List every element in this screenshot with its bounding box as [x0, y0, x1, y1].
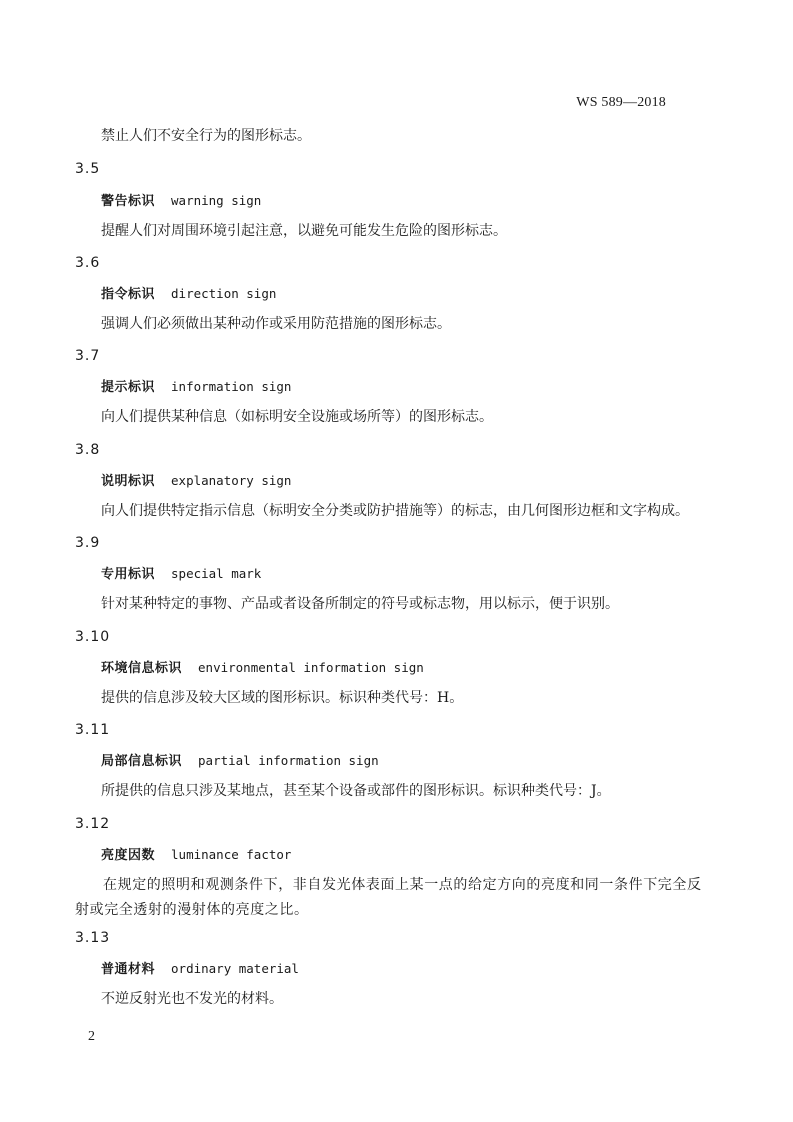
term-heading — [101, 565, 261, 584]
term-english: partial information sign — [198, 753, 379, 768]
clause-number: 3.9 — [75, 535, 101, 551]
term-heading — [101, 472, 291, 491]
term-heading — [101, 285, 276, 304]
term-definition: 在规定的照明和观测条件下，非自发光体表面上某一点的给定方向的亮度和同一条件下完全反射或完全透射的漫射体的亮度之比。 — [75, 877, 702, 918]
term-heading — [101, 960, 299, 979]
clause-number: 3.7 — [75, 348, 101, 364]
term-chinese: 说明标识 — [101, 474, 156, 489]
page-number: 2 — [88, 1029, 95, 1044]
term-definition: 向人们提供特定指示信息（标明安全分类或防护措施等）的标志，由几何图形边框和文字构成。 — [101, 503, 689, 519]
term-chinese: 环境信息标识 — [101, 661, 183, 676]
clause-number: 3.10 — [75, 629, 111, 645]
clause-number: 3.6 — [75, 255, 101, 271]
clause-number: 3.12 — [75, 816, 111, 832]
clause-number: 3.13 — [75, 930, 111, 946]
term-heading — [101, 846, 291, 865]
term-heading — [101, 192, 261, 211]
term-english: information sign — [171, 379, 292, 394]
term-definition: 针对某种特定的事物、产品或者设备所制定的符号或标志物，用以标示，便于识别。 — [101, 596, 619, 612]
term-definition: 向人们提供某种信息（如标明安全设施或场所等）的图形标志。 — [101, 409, 493, 425]
term-english: ordinary material — [171, 961, 299, 976]
term-chinese: 亮度因数 — [101, 848, 156, 863]
term-definition: 提供的信息涉及较大区域的图形标识。标识种类代号：H。 — [101, 690, 464, 706]
clause-number: 3.11 — [75, 722, 111, 738]
term-chinese: 指令标识 — [101, 287, 156, 302]
document-code: WS 589—2018 — [576, 95, 666, 110]
term-english: special mark — [171, 566, 262, 581]
term-chinese: 提示标识 — [101, 380, 156, 395]
term-definition: 提醒人们对周围环境引起注意，以避免可能发生危险的图形标志。 — [101, 223, 507, 239]
term-english: luminance factor — [171, 847, 292, 862]
term-english: explanatory sign — [171, 473, 292, 488]
term-chinese: 普通材料 — [101, 962, 156, 977]
term-chinese: 专用标识 — [101, 567, 156, 582]
term-heading — [101, 378, 291, 397]
intro-definition: 禁止人们不安全行为的图形标志。 — [101, 128, 311, 144]
term-definition: 强调人们必须做出某种动作或采用防范措施的图形标志。 — [101, 316, 451, 332]
term-definition: 所提供的信息只涉及某地点，甚至某个设备或部件的图形标识。标识种类代号：J。 — [101, 783, 611, 799]
clause-number: 3.5 — [75, 161, 101, 177]
term-english: environmental information sign — [198, 660, 424, 675]
term-chinese: 局部信息标识 — [101, 754, 183, 769]
term-chinese: 警告标识 — [101, 194, 156, 209]
term-heading — [101, 659, 424, 678]
term-english: direction sign — [171, 286, 277, 301]
clause-number: 3.8 — [75, 442, 101, 458]
term-definition: 不逆反射光也不发光的材料。 — [101, 991, 283, 1007]
term-heading — [101, 752, 379, 771]
term-english: warning sign — [171, 193, 262, 208]
